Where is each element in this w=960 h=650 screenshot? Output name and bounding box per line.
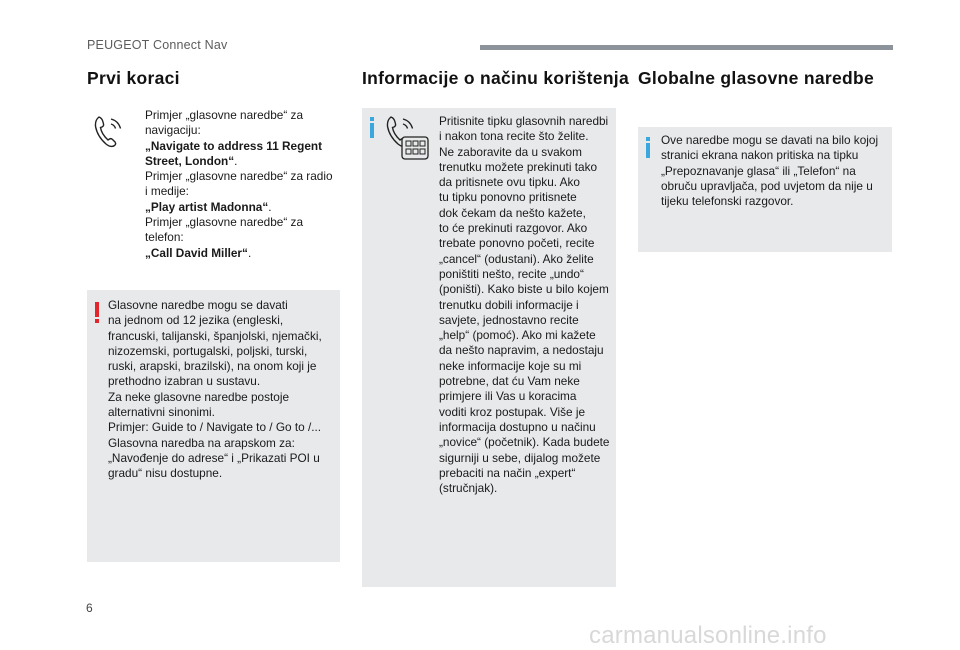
- text-line: poništiti nešto, recite „undo“: [439, 266, 584, 281]
- text-line: Glasovne naredbe mogu se davati: [108, 298, 288, 312]
- text-line: (stručnjak).: [439, 481, 498, 496]
- global-commands-text: [661, 133, 886, 209]
- text-line: Za neke glasovne naredbe postoje: [108, 389, 290, 404]
- period: .: [234, 153, 238, 168]
- first-steps-examples: [145, 108, 340, 261]
- heading-usage-info: Informacije o načinu korištenja: [362, 68, 630, 88]
- text-line: prebaciti na način „expert“: [439, 465, 576, 480]
- text-line: sigurniji u sebe, dijalog možete: [439, 450, 601, 465]
- warning-text: [108, 298, 340, 482]
- warning-exclamation-icon: [95, 302, 99, 323]
- text-line: tijeku telefonski razgovor.: [661, 194, 794, 209]
- text-line: „cancel“ (odustani). Ako želite: [439, 251, 594, 266]
- text-line: alternativni sinonimi.: [108, 405, 215, 420]
- text-line: da pritisnete ovu tipku. Ako: [439, 175, 580, 190]
- period: .: [268, 199, 272, 214]
- text-line: prethodno izabran u sustavu.: [108, 374, 261, 389]
- text-line: nizozemski, portugalski, poljski, turski,: [108, 343, 308, 358]
- header-title: PEUGEOT Connect Nav: [87, 38, 228, 52]
- text-line: potrebne, dat ću Vam neke: [439, 374, 580, 389]
- text-line: voditi kroz postupak. Više je: [439, 404, 586, 419]
- heading-global-commands: Globalne glasovne naredbe: [638, 68, 875, 88]
- period: .: [247, 245, 252, 260]
- text-line: francuski, talijanski, španjolski, njemački,: [108, 328, 322, 343]
- text-line: Ne zaboravite da u svakom: [439, 144, 582, 159]
- voice-command-icon: [90, 113, 126, 149]
- info-i-icon: [646, 137, 650, 158]
- text-line: „Navigate to address 11 Regent: [145, 138, 323, 153]
- text-line: „Navođenje do adrese“ i „Prikazati POI u: [108, 450, 320, 465]
- text-line: trenutku dobili informacije i: [439, 297, 579, 312]
- text-line: i medije:: [145, 184, 189, 199]
- text-line: Primjer „glasovne naredbe“ za: [145, 108, 304, 122]
- text-line: gradu“ nisu dostupne.: [108, 466, 223, 481]
- text-line: „Prepoznavanje glasa“ ili „Telefon“ na: [661, 163, 856, 178]
- text-line: ruski, arapski, brazilski), na onom koji je: [108, 359, 317, 374]
- text-line: savjete, jednostavno recite: [439, 312, 579, 327]
- page-number: 6: [86, 601, 93, 615]
- text-line: trenutku možete prekinuti tako: [439, 159, 598, 174]
- text-line: neke informacije koje su mi: [439, 358, 582, 373]
- text-line: Pritisnite tipku glasovnih naredbi: [439, 114, 609, 128]
- text-line: Ove naredbe mogu se davati na bilo kojoj: [661, 133, 879, 147]
- text-line: obruču upravljača, pod uvjetom da nije u: [661, 178, 873, 193]
- text-line: Primjer: Guide to / Navigate to / Go to /...: [108, 420, 322, 435]
- usage-info-text: [439, 114, 616, 496]
- text-line: i nakon tona recite što želite.: [439, 129, 589, 144]
- voice-command-keypad-icon: [382, 113, 430, 161]
- heading-first-steps: Prvi koraci: [87, 68, 180, 88]
- info-i-icon: [370, 117, 374, 138]
- text-line: navigaciju:: [145, 123, 201, 138]
- text-line: „novice“ (početnik). Kada budete: [439, 435, 610, 450]
- text-line: na jednom od 12 jezika (engleski,: [108, 313, 284, 328]
- text-line: „help“ (pomoć). Ako mi kažete: [439, 328, 596, 343]
- text-line: trebate ponovno početi, recite: [439, 236, 595, 251]
- text-line: primjere ili Vas u koracima: [439, 389, 577, 404]
- watermark: carmanualsonline.info: [589, 622, 827, 649]
- text-line: tu tipku ponovno pritisnete: [439, 190, 577, 205]
- example-command-navigate: Street, London“: [145, 153, 235, 168]
- text-line: stranici ekrana nakon pritiska na tipku: [661, 148, 859, 163]
- example-command-call: „Call David Miller“: [145, 245, 248, 260]
- text-line: to će prekinuti razgovor. Ako: [439, 221, 588, 236]
- text-line: dok čekam da nešto kažete,: [439, 205, 586, 220]
- text-line: Glasovna naredba na arapskom za:: [108, 435, 295, 450]
- text-line: Primjer „glasovne naredbe“ za: [145, 215, 304, 230]
- text-line: telefon:: [145, 230, 184, 245]
- text-line: Primjer „glasovne naredbe“ za radio: [145, 169, 333, 184]
- example-command-play: „Play artist Madonna“: [145, 199, 269, 214]
- text-line: informacija dostupno u načinu: [439, 419, 596, 434]
- text-line: da nešto napravim, a nedostaju: [439, 343, 604, 358]
- header-divider-bar: [480, 45, 893, 50]
- text-line: (poništi). Kako biste u bilo kojem: [439, 282, 609, 297]
